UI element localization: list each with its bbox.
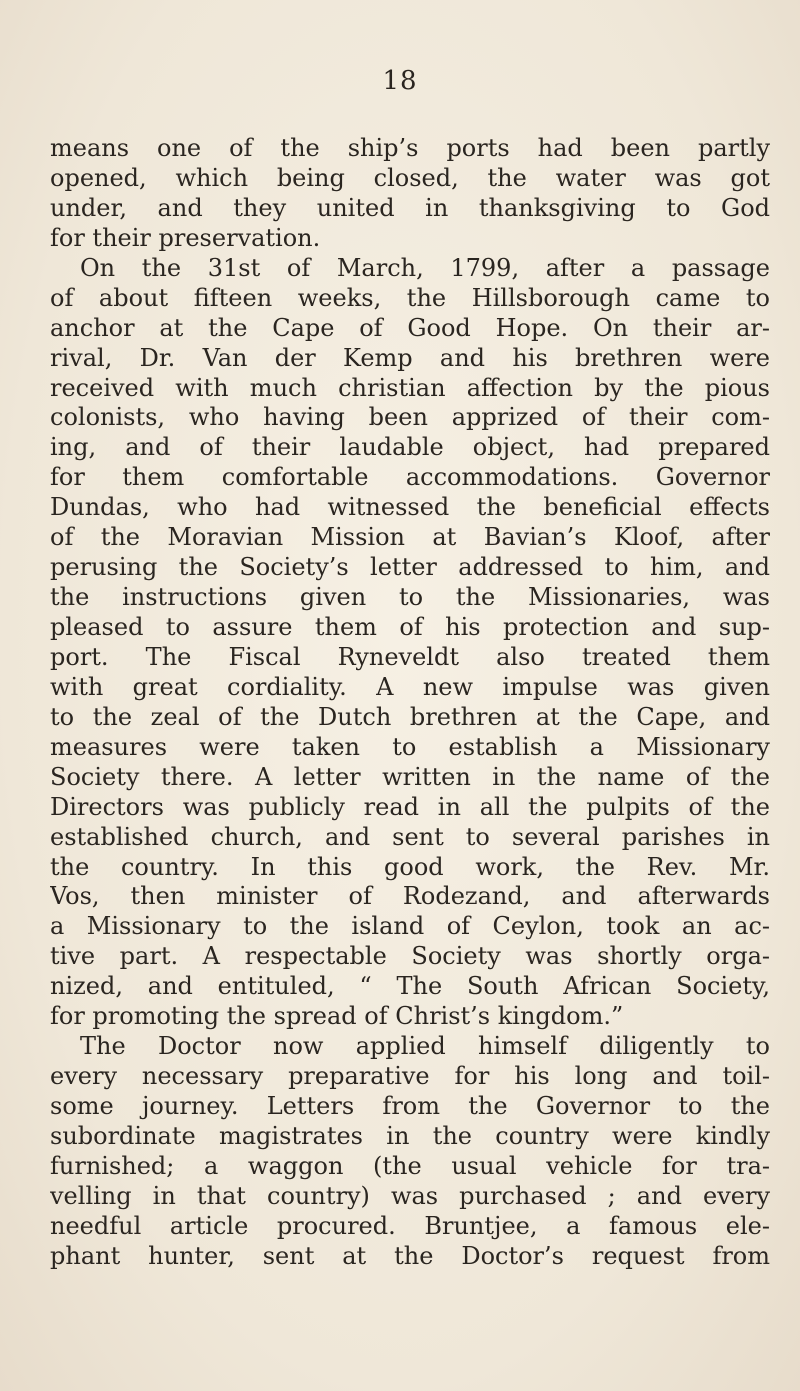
text-line: Society there. A letter written in the name of the: [50, 762, 770, 791]
text-line: perusing the Society’s letter addressed to him, and: [50, 553, 770, 582]
page-number: 18: [382, 66, 418, 96]
text-line: tive part. A respectable Society was shortly orga-: [50, 942, 770, 971]
text-line: subordinate magistrates in the country were kindly: [50, 1121, 770, 1150]
text-line: under, and they united in thanksgiving to God: [50, 193, 770, 222]
text-line: of the Moravian Mission at Bavian’s Kloof, after: [50, 523, 770, 552]
text-line: of about fifteen weeks, the Hillsborough came to: [50, 283, 770, 312]
text-line: pleased to assure them of his protection and sup-: [50, 613, 770, 641]
text-line: some journey. Letters from the Governor to the: [50, 1092, 770, 1120]
text-line: furnished; a waggon (the usual vehicle for tra-: [50, 1151, 770, 1180]
text-line: with great cordiality. A new impulse was given: [50, 672, 770, 701]
text-line: ing, and of their laudable object, had prepared: [50, 433, 770, 462]
text-line: for promoting the spread of Christ’s kingdom.”: [50, 1002, 624, 1031]
text-line: Dundas, who had witnessed the beneficial effects: [50, 493, 770, 522]
text-line: a Missionary to the island of Ceylon, took an ac-: [50, 912, 770, 941]
text-line: to the zeal of the Dutch brethren at the Cape, and: [50, 702, 770, 731]
text-line: received with much christian affection by the pious: [50, 373, 770, 402]
text-line: the country. In this good work, the Rev. Mr.: [50, 852, 770, 881]
text-line: Directors was publicly read in all the pulpits of the: [50, 792, 770, 821]
text-line: for their preservation.: [50, 223, 321, 252]
text-line: nized, and entituled, “ The South African Society,: [50, 972, 770, 1001]
text-line: every necessary preparative for his long and toil-: [50, 1062, 770, 1091]
text-line: opened, which being closed, the water was got: [50, 163, 770, 192]
text-line: The Doctor now applied himself diligently to: [80, 1032, 770, 1061]
text-line: for them comfortable accommodations. Governor: [50, 463, 770, 492]
text-line: rival, Dr. Van der Kemp and his brethren were: [50, 343, 770, 372]
text-line: phant hunter, sent at the Doctor’s request from: [50, 1241, 770, 1270]
text-line: the instructions given to the Missionaries, was: [50, 583, 770, 612]
text-line: On the 31st of March, 1799, after a passage: [80, 253, 770, 282]
text-line: anchor at the Cape of Good Hope. On their ar-: [50, 313, 770, 342]
text-line: means one of the ship’s ports had been partly: [50, 134, 770, 162]
text-line: needful article procured. Bruntjee, a famous ele-: [50, 1211, 770, 1240]
body-text: [50, 134, 770, 1272]
text-line: velling in that country) was purchased ; and every: [50, 1181, 770, 1210]
text-line: established church, and sent to several parishes in: [50, 822, 770, 851]
text-line: measures were taken to establish a Missionary: [50, 732, 770, 761]
text-line: port. The Fiscal Ryneveldt also treated them: [50, 642, 770, 671]
text-line: Vos, then minister of Rodezand, and afterwards: [50, 882, 770, 911]
text-line: colonists, who having been apprized of their com-: [50, 403, 770, 432]
